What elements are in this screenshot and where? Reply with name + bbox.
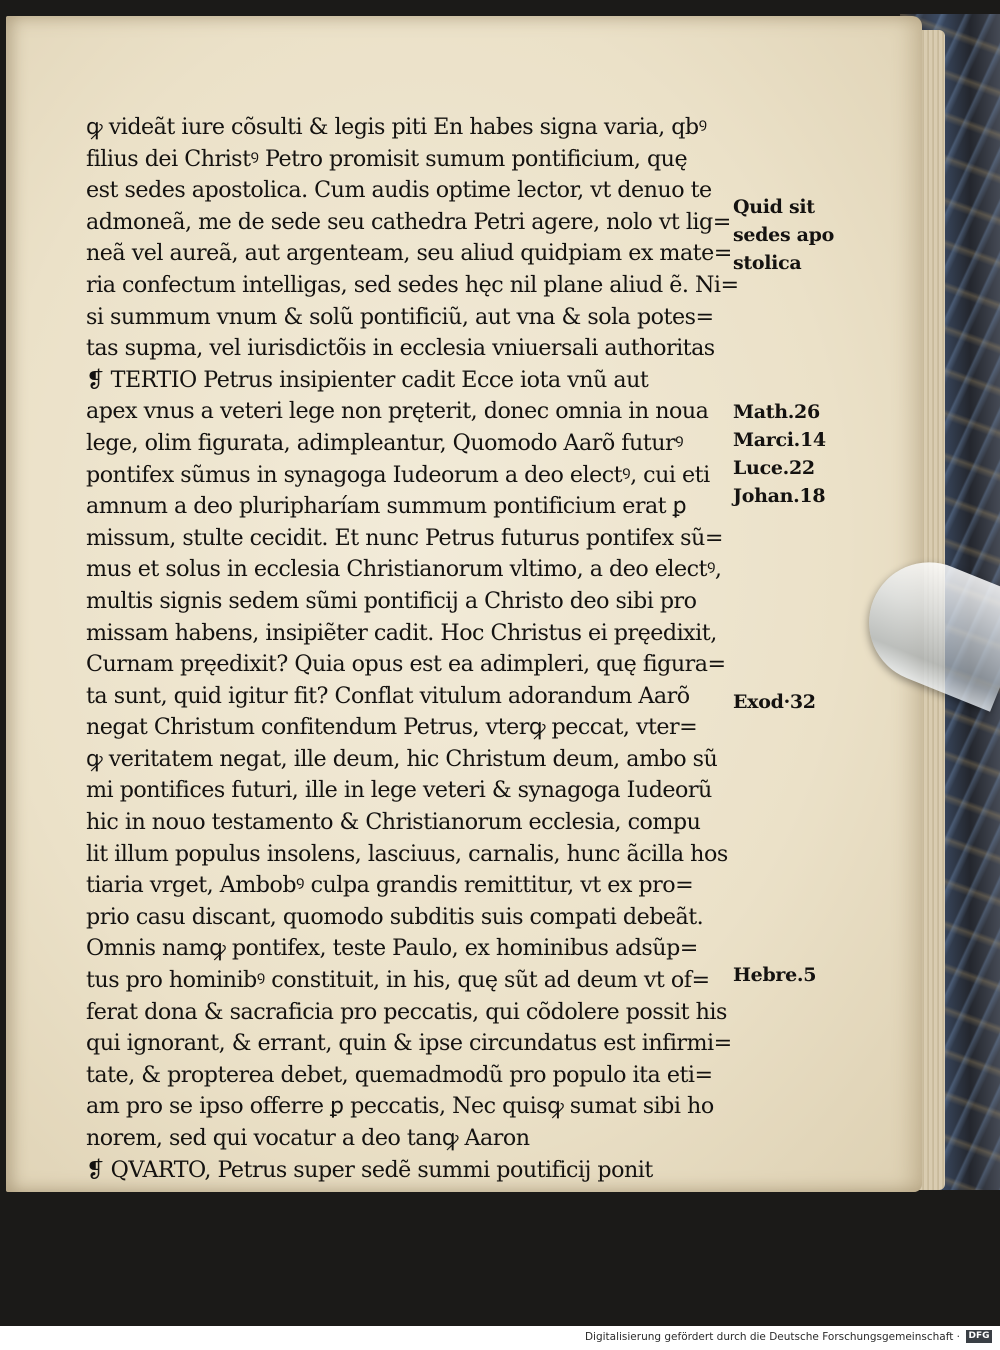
text-line: missam habens, insipiẽter cadit. Hoc Christus ei pręedixit, — [86, 619, 717, 646]
margin-note-line: Quid sit — [733, 196, 815, 218]
margin-note-line: sedes apo — [733, 224, 835, 246]
main-text-block — [86, 112, 739, 1186]
margin-note-exodus — [733, 688, 816, 716]
text-line: tus pro hominibꝰ constituit, in his, quę sũt ad deum vt of= — [86, 967, 710, 994]
text-line: est sedes apostolica. Cum audis optime lector, vt denuo te — [86, 177, 712, 204]
margin-note-line: Johan.18 — [733, 485, 826, 507]
margin-note-line: stolica — [733, 252, 802, 274]
text-line: amnum a deo pluripharíam summum pontificium erat ꝑ — [86, 493, 687, 520]
text-line: am pro se ipso offerre ꝑ peccatis, Nec quisꝙ sumat sibi ho — [86, 1093, 714, 1120]
text-line: tiaria vrget, Ambobꝰ culpa grandis remittitur, vt ex pro= — [86, 872, 694, 899]
text-line: ria confectum intelligas, sed sedes hęc nil plane aliud ẽ. Ni= — [86, 271, 739, 298]
text-line: mus et solus in ecclesia Christianorum vltimo, a deo electꝰ, — [86, 556, 722, 583]
text-line: ❡ QVARTO, Petrus super sedẽ summi poutificij ponit — [86, 1156, 653, 1183]
text-line: pontifex sũmus in synagoga Iudeorum a deo electꝰ, cui eti — [86, 461, 710, 488]
text-line: Omnis namꝙ pontifex, teste Paulo, ex hominibus adsũp= — [86, 935, 698, 962]
text-line: ❡ TERTIO Petrus insipienter cadit Ecce iota vnũ aut — [86, 366, 649, 393]
text-line: qui ignorant, & errant, quin & ipse circundatus est infirmi= — [86, 1030, 732, 1057]
text-line: lege, olim figurata, adimpleantur, Quomodo Aarõ futurꝰ — [86, 429, 684, 456]
text-line: filius dei Christꝰ Petro promisit sumum pontificium, quę — [86, 145, 688, 172]
margin-note-hebrews — [733, 961, 816, 989]
text-line: missum, stulte cecidit. Et nunc Petrus futurus pontifex sũ= — [86, 524, 723, 551]
margin-note-gospel-references — [733, 398, 826, 510]
text-line: neã vel aureã, aut argenteam, seu aliud quidpiam ex mate= — [86, 240, 732, 267]
text-line: Curnam pręedixit? Quia opus est ea adimpleri, quę figura= — [86, 651, 726, 678]
text-line: ꝙ veritatem negat, ille deum, hic Christum deum, ambo sũ — [86, 745, 718, 772]
text-line: mi pontifices futuri, ille in lege veteri & synagoga Iudeorũ — [86, 777, 712, 804]
margin-note-line: Marci.14 — [733, 429, 826, 451]
text-line: si summum vnum & solũ pontificiũ, aut vna & sola potes= — [86, 303, 714, 330]
text-line: apex vnus a veteri lege non pręterit, donec omnia in noua — [86, 398, 709, 425]
text-line: prio casu discant, quomodo subditis suis compati debeãt. — [86, 903, 704, 930]
text-line: multis signis sedem sũmi pontificij a Christo deo sibi pro — [86, 587, 697, 614]
text-line: negat Christum confitendum Petrus, vterꝙ peccat, vter= — [86, 714, 698, 741]
dfg-logo: DFG — [966, 1330, 992, 1343]
text-line: ꝙ videãt iure cõsulti & legis piti En habes signa varia, qbꝰ — [86, 114, 707, 140]
text-line: tate, & propterea debet, quemadmodũ pro populo ita eti= — [86, 1061, 713, 1088]
text-line: lit illum populus insolens, lasciuus, carnalis, hunc ãcilla hos — [86, 840, 728, 867]
margin-note-line: Exod·32 — [733, 691, 816, 713]
text-line: hic in nouo testamento & Christianorum ecclesia, compu — [86, 809, 701, 836]
margin-note-line: Hebre.5 — [733, 964, 817, 986]
text-line: tas supma, vel iurisdictõis in ecclesia vniuersali authoritas — [86, 335, 715, 362]
margin-note-sedes-apostolica — [733, 193, 834, 277]
margin-note-line: Luce.22 — [733, 457, 815, 479]
text-line: ta sunt, quid igitur fit? Conflat vitulum adorandum Aarõ — [86, 682, 690, 709]
footer-credit: Digitalisierung gefördert durch die Deutsche Forschungsgemeinschaft · — [584, 1331, 960, 1343]
margin-note-line: Math.26 — [733, 401, 820, 423]
text-line: norem, sed qui vocatur a deo tanꝙ Aaron — [86, 1125, 530, 1151]
text-line: ferat dona & sacraficia pro peccatis, qui cõdolere possit his — [86, 998, 727, 1025]
text-line: admoneã, me de sede seu cathedra Petri agere, nolo vt lig= — [86, 208, 731, 235]
